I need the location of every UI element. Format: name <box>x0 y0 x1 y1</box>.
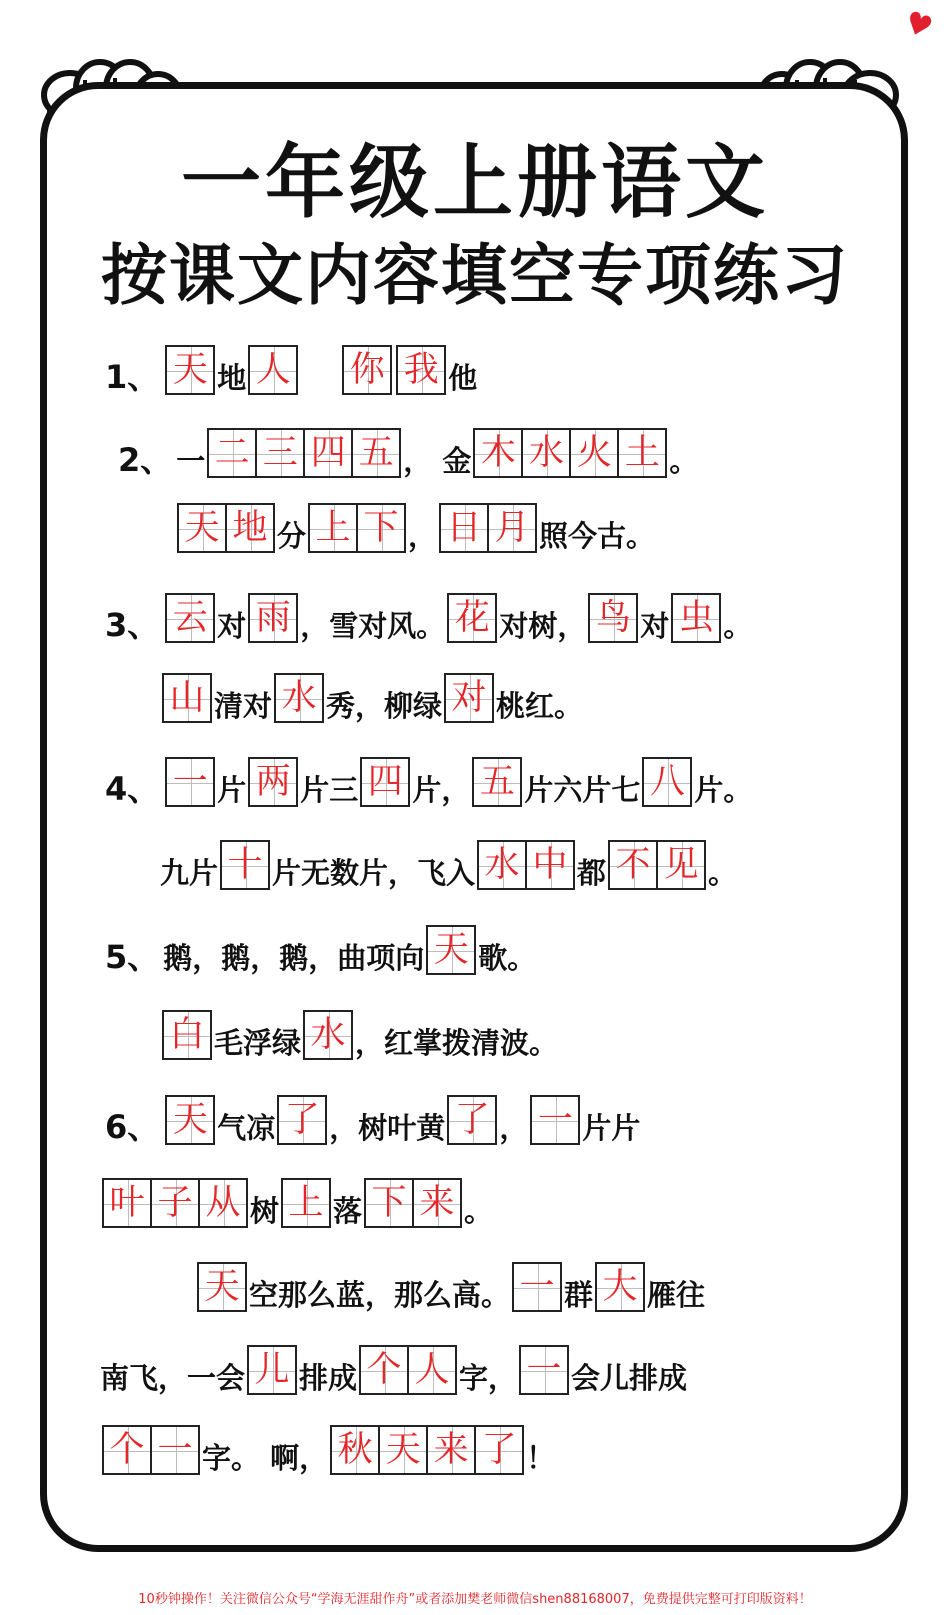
line-text: 桃红。 <box>496 689 584 723</box>
answer-box-group <box>595 1262 645 1312</box>
answer-box-group <box>671 593 721 643</box>
answer-box: 个 <box>102 1425 152 1475</box>
answer-box: 了 <box>277 1095 327 1145</box>
answer-box-group <box>281 1178 331 1228</box>
line-text: 空那么蓝，那么高。 <box>249 1278 511 1312</box>
answer-box-group <box>162 1010 212 1060</box>
answer-box: 你 <box>342 345 392 395</box>
answer-box: 云 <box>165 593 215 643</box>
answer-box: 虫 <box>671 593 721 643</box>
heart-icon: ♥ <box>899 4 938 47</box>
answer-box: 见 <box>656 840 706 890</box>
answer-box: 人 <box>407 1345 457 1395</box>
line-text: 片无数片，飞入 <box>272 856 476 890</box>
line-text: 九片 <box>160 856 219 890</box>
line-text: ， <box>499 1111 529 1145</box>
exercise-line <box>118 428 698 478</box>
answer-box-group <box>308 503 406 553</box>
answer-box: 来 <box>426 1425 476 1475</box>
line-text: 片三 <box>300 773 359 807</box>
exercise-line <box>105 593 752 643</box>
answer-box: 山 <box>162 673 212 723</box>
answer-box: 天 <box>165 345 215 395</box>
line-text: 群 <box>564 1278 594 1312</box>
answer-box: 十 <box>220 840 270 890</box>
exercise-line <box>100 1178 493 1228</box>
line-text: 对 <box>640 609 670 643</box>
answer-box-group <box>642 757 692 807</box>
answer-box-group <box>447 593 497 643</box>
line-text: 排成 <box>299 1361 358 1395</box>
worksheet-title: 一年级上册语文 <box>181 136 769 229</box>
answer-box: 五 <box>472 757 522 807</box>
answer-box: 四 <box>360 757 410 807</box>
answer-box: 两 <box>248 757 298 807</box>
line-text: 片片 <box>582 1111 641 1145</box>
answer-box-group <box>447 1095 497 1145</box>
answer-box: 鸟 <box>588 593 638 643</box>
answer-box-group <box>512 1262 562 1312</box>
answer-box: 子 <box>150 1178 200 1228</box>
answer-box-group <box>162 673 212 723</box>
answer-box: 天 <box>378 1425 428 1475</box>
answer-box-group <box>530 1095 580 1145</box>
line-text: 地 <box>217 361 247 395</box>
answer-box-group <box>277 1095 327 1145</box>
answer-box-group <box>360 757 410 807</box>
answer-box-group <box>396 345 446 395</box>
question-number: 6、 <box>105 1108 160 1146</box>
answer-box: 白 <box>162 1010 212 1060</box>
line-text: 片 <box>217 773 247 807</box>
line-text: 片六片七 <box>524 773 641 807</box>
answer-box: 水 <box>521 428 571 478</box>
line-text: 会儿排成 <box>571 1361 688 1395</box>
line-text: 一 <box>176 444 206 478</box>
line-text: 鹅，鹅，鹅，曲项向 <box>163 941 425 975</box>
exercise-line <box>105 345 477 395</box>
answer-box: 人 <box>248 345 298 395</box>
answer-box: 火 <box>569 428 619 478</box>
line-text: ，树叶黄 <box>329 1111 446 1145</box>
answer-box: 五 <box>351 428 401 478</box>
exercise-line <box>160 673 583 723</box>
line-text: 字。 啊， <box>202 1441 329 1475</box>
answer-box: 个 <box>359 1345 409 1395</box>
answer-box-group <box>588 593 638 643</box>
exercise-line <box>160 840 737 890</box>
answer-box: 对 <box>444 673 494 723</box>
answer-box-group <box>248 757 298 807</box>
line-text: ， 金 <box>403 444 472 478</box>
answer-box: 八 <box>642 757 692 807</box>
line-text: 歌。 <box>478 941 537 975</box>
line-text: 。 <box>464 1194 494 1228</box>
line-text: ， <box>408 519 438 553</box>
answer-box-group <box>197 1262 247 1312</box>
answer-box: 来 <box>412 1178 462 1228</box>
answer-box-group <box>426 925 476 975</box>
line-text: 都 <box>577 856 607 890</box>
answer-box: 叶 <box>102 1178 152 1228</box>
question-number: 4、 <box>105 770 160 808</box>
line-text: 照今古。 <box>539 519 656 553</box>
answer-box: 从 <box>198 1178 248 1228</box>
answer-box-group <box>473 428 667 478</box>
answer-box: 花 <box>447 593 497 643</box>
line-text: 树 <box>250 1194 280 1228</box>
line-text: 落 <box>333 1194 363 1228</box>
answer-box: 儿 <box>247 1345 297 1395</box>
answer-box: 不 <box>608 840 658 890</box>
line-text: ！ <box>526 1441 556 1475</box>
answer-box: 一 <box>150 1425 200 1475</box>
line-text: 片， <box>412 773 471 807</box>
answer-box: 天 <box>197 1262 247 1312</box>
answer-box: 木 <box>473 428 523 478</box>
answer-box: 一 <box>165 757 215 807</box>
line-text: 。 <box>708 856 738 890</box>
answer-box: 月 <box>487 503 537 553</box>
answer-box: 一 <box>512 1262 562 1312</box>
answer-box-group <box>102 1425 200 1475</box>
question-number: 3、 <box>105 606 160 644</box>
answer-box: 一 <box>530 1095 580 1145</box>
question-number: 5、 <box>105 938 160 976</box>
answer-box-group <box>342 345 392 395</box>
answer-box: 天 <box>426 925 476 975</box>
answer-box: 雨 <box>248 593 298 643</box>
answer-box-group <box>359 1345 457 1395</box>
answer-box: 一 <box>519 1345 569 1395</box>
answer-box-group <box>165 345 215 395</box>
exercise-line <box>175 503 655 553</box>
answer-box-group <box>303 1010 353 1060</box>
answer-box: 上 <box>308 503 358 553</box>
answer-box: 了 <box>474 1425 524 1475</box>
line-text: 对树， <box>499 609 587 643</box>
exercise-line <box>195 1262 705 1312</box>
answer-box-group <box>247 1345 297 1395</box>
line-text: 分 <box>277 519 307 553</box>
answer-box: 日 <box>439 503 489 553</box>
answer-box-group <box>364 1178 462 1228</box>
answer-box-group <box>165 1095 215 1145</box>
line-text: 他 <box>448 361 478 395</box>
line-text: 对 <box>217 609 247 643</box>
answer-box: 了 <box>447 1095 497 1145</box>
question-number: 2、 <box>118 441 173 479</box>
line-text: ，雪对风。 <box>300 609 446 643</box>
answer-box-group <box>608 840 706 890</box>
line-text: 秀，柳绿 <box>326 689 443 723</box>
exercise-line <box>160 1010 558 1060</box>
answer-box-group <box>519 1345 569 1395</box>
exercise-line <box>100 1345 687 1395</box>
worksheet-subtitle: 按课文内容填空专项练习 <box>101 237 849 314</box>
exercise-line <box>105 1095 640 1145</box>
line-text: 字， <box>459 1361 518 1395</box>
answer-box-group <box>477 840 575 890</box>
answer-box: 土 <box>617 428 667 478</box>
answer-box: 下 <box>364 1178 414 1228</box>
answer-box: 水 <box>274 673 324 723</box>
footer-note: 10秒钟操作！关注微信公众号“学海无涯甜作舟”或者添加樊老师微信shen88168007，免费提供完整可打印版资料！ <box>138 1592 812 1607</box>
line-text: 毛浮绿 <box>214 1026 302 1060</box>
answer-box: 上 <box>281 1178 331 1228</box>
line-text: 清对 <box>214 689 273 723</box>
answer-box: 下 <box>356 503 406 553</box>
answer-box: 中 <box>525 840 575 890</box>
exercise-line <box>105 925 536 975</box>
line-text: ，红掌拨清波。 <box>355 1026 559 1060</box>
answer-box-group <box>248 345 298 395</box>
line-text: 。 <box>669 444 699 478</box>
answer-box-group <box>248 593 298 643</box>
answer-box-group <box>220 840 270 890</box>
line-text: 气凉 <box>217 1111 276 1145</box>
answer-box: 二 <box>207 428 257 478</box>
answer-box-group <box>472 757 522 807</box>
answer-box: 水 <box>477 840 527 890</box>
answer-box-group <box>165 593 215 643</box>
answer-box: 地 <box>225 503 275 553</box>
answer-box: 我 <box>396 345 446 395</box>
answer-box-group <box>439 503 537 553</box>
line-text: 片。 <box>694 773 753 807</box>
answer-box-group <box>177 503 275 553</box>
answer-box-group <box>207 428 401 478</box>
answer-box: 四 <box>303 428 353 478</box>
answer-box-group <box>165 757 215 807</box>
answer-box-group <box>330 1425 524 1475</box>
answer-box: 秋 <box>330 1425 380 1475</box>
line-text: 雁往 <box>647 1278 706 1312</box>
line-text: 南飞，一会 <box>100 1361 246 1395</box>
answer-box-group <box>274 673 324 723</box>
exercise-line <box>100 1425 555 1475</box>
answer-box: 水 <box>303 1010 353 1060</box>
line-text: 。 <box>723 609 753 643</box>
answer-box-group <box>102 1178 248 1228</box>
answer-box: 天 <box>177 503 227 553</box>
answer-box-group <box>444 673 494 723</box>
answer-box: 天 <box>165 1095 215 1145</box>
answer-box: 三 <box>255 428 305 478</box>
question-number: 1、 <box>105 358 160 396</box>
exercise-line <box>105 757 752 807</box>
answer-box: 大 <box>595 1262 645 1312</box>
